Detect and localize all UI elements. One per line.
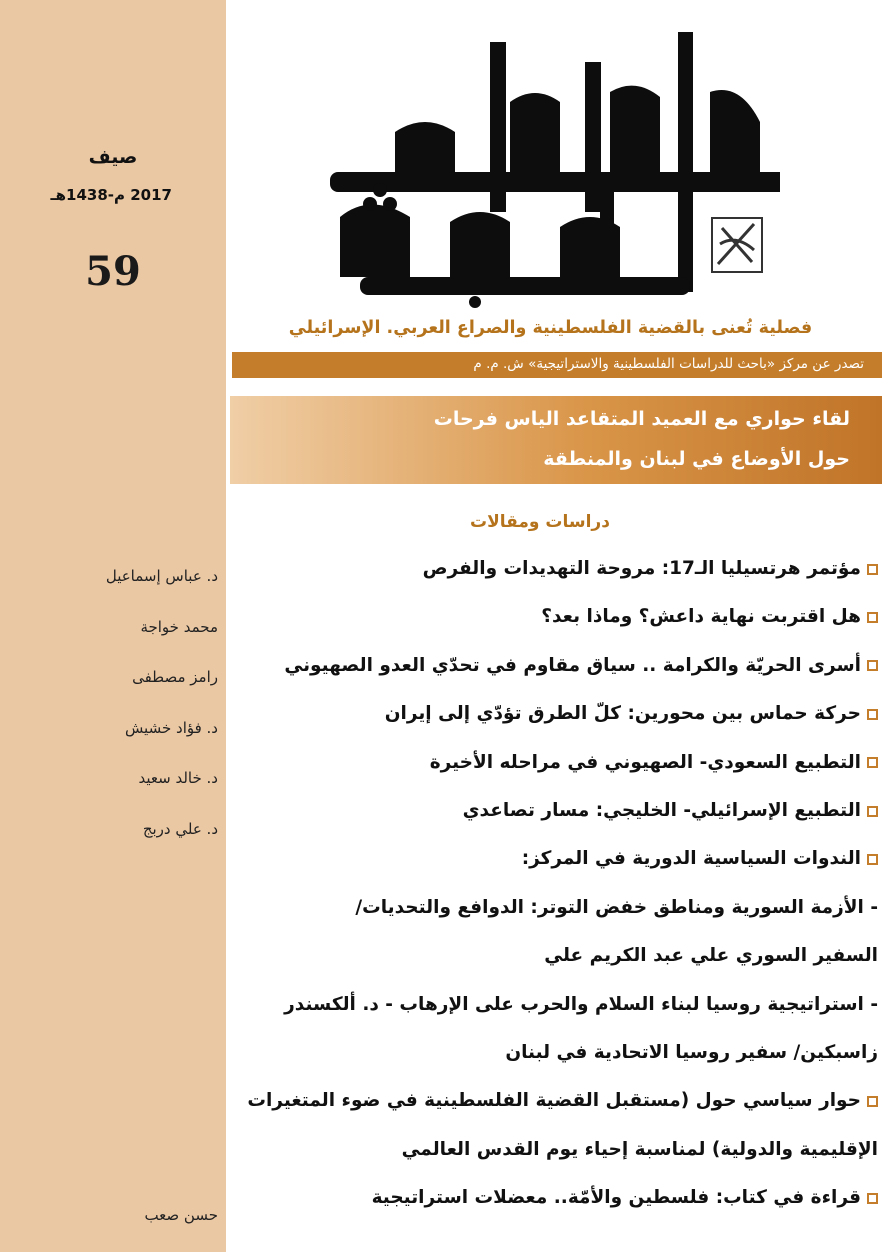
author-name: د. عباس إسماعيل [105, 567, 218, 585]
letter-dot [363, 197, 377, 211]
toc-item-text: مؤتمر هرتسيليا الـ17: مروحة التهديدات والفرص [422, 558, 861, 579]
toc-item [423, 552, 878, 586]
interview-banner [230, 396, 882, 484]
toc-item [505, 1036, 878, 1070]
letter-curve [510, 93, 560, 172]
square-bullet-icon [867, 1193, 878, 1204]
masthead-tagline: فصلية تُعنى بالقضية الفلسطينية والصراع العربي. الإسرائيلي [288, 318, 813, 338]
toc-item-text: أسرى الحريّة والكرامة .. سياق مقاوم في تحدّي العدو الصهيوني [284, 654, 861, 676]
toc-item-text: حركة حماس بين محورين: كلّ الطرق تؤدّي إلى إيران [384, 703, 861, 725]
toc-item [284, 649, 878, 683]
letter-dot [373, 183, 387, 197]
toc-item [372, 1181, 878, 1215]
toc-item [522, 842, 878, 876]
letter-curve [610, 86, 660, 172]
issue-date: 2017 م-1438هـ [50, 186, 172, 204]
author-name: رامز مصطفى [132, 668, 218, 687]
letter-curve [710, 90, 760, 172]
toc-item [284, 988, 878, 1022]
interview-title-line1: لقاء حواري مع العميد المتقاعد الياس فرحات [433, 408, 850, 430]
toc-item [541, 600, 878, 634]
baseline-stroke [360, 277, 690, 295]
sidebar-panel [0, 0, 226, 1252]
issue-season: صيف [88, 146, 138, 168]
toc-item [544, 939, 878, 973]
toc-item-text: التطبيع الإسرائيلي- الخليجي: مسار تصاعدي [462, 800, 861, 821]
toc-item-text: - الأزمة السورية ومناطق خفض التوتر: الدوافع والتحديات/ [355, 896, 878, 918]
baseline-stroke [330, 172, 780, 192]
author-name: د. خالد سعيد [138, 769, 218, 788]
section-heading: دراسات ومقالات [470, 512, 610, 532]
interview-title-line2: حول الأوضاع في لبنان والمنطقة [543, 448, 850, 470]
toc-item-text: - استراتيجية روسيا لبناء السلام والحرب على الإرهاب - د. ألكسندر [284, 993, 878, 1015]
square-bullet-icon [867, 612, 878, 623]
letter-curve [395, 122, 455, 172]
toc-item-text: الندوات السياسية الدورية في المركز: [521, 848, 861, 870]
toc-item [463, 794, 878, 828]
toc-item-text: قراءة في كتاب: فلسطين والأمّة.. معضلات استراتيجية [371, 1187, 861, 1209]
letter-stroke [600, 187, 614, 282]
square-bullet-icon [867, 854, 878, 865]
square-bullet-icon [867, 564, 878, 575]
publisher-text: تصدر عن مركز «باحث للدراسات الفلسطينية والاستراتيجية» ش. م. م [473, 356, 864, 372]
square-bullet-icon [867, 1096, 878, 1107]
toc-item-text: حوار سياسي حول (مستقبل القضية الفلسطينية في ضوء المتغيرات [247, 1090, 861, 1112]
square-bullet-icon [867, 757, 878, 768]
toc-item [402, 1133, 878, 1167]
author-name: محمد خواجة [140, 617, 218, 636]
toc-item-text: السفير السوري علي عبد الكريم علي [544, 945, 878, 967]
letter-stroke [678, 32, 693, 292]
toc-item-text: زاسبكين/ سفير روسيا الاتحادية في لبنان [505, 1042, 878, 1063]
author-name: د. فؤاد خشيش [124, 718, 218, 737]
toc-item [430, 746, 878, 780]
author-list [0, 566, 218, 870]
toc-item [247, 1084, 878, 1118]
author-name-last: حسن صعب [144, 1206, 218, 1224]
toc-item-text: التطبيع السعودي- الصهيوني في مراحله الأخيرة [429, 751, 861, 773]
toc-item [355, 891, 878, 925]
square-bullet-icon [867, 806, 878, 817]
scroll-logo-icon [708, 214, 766, 276]
toc-item-text: هل اقتربت نهاية داعش؟ وماذا بعد؟ [541, 606, 861, 628]
author-name: د. علي دربج [142, 819, 218, 838]
square-bullet-icon [867, 660, 878, 671]
letter-dot [469, 296, 481, 308]
letter-curve [450, 212, 510, 277]
issue-number: 59 [85, 248, 141, 295]
toc-item [385, 697, 878, 731]
publisher-bar [232, 352, 882, 378]
toc-item-text: الإقليمية والدولية) لمناسبة إحياء يوم القدس العالمي [401, 1138, 878, 1160]
letter-curve [340, 205, 410, 278]
letter-dot [383, 197, 397, 211]
square-bullet-icon [867, 709, 878, 720]
